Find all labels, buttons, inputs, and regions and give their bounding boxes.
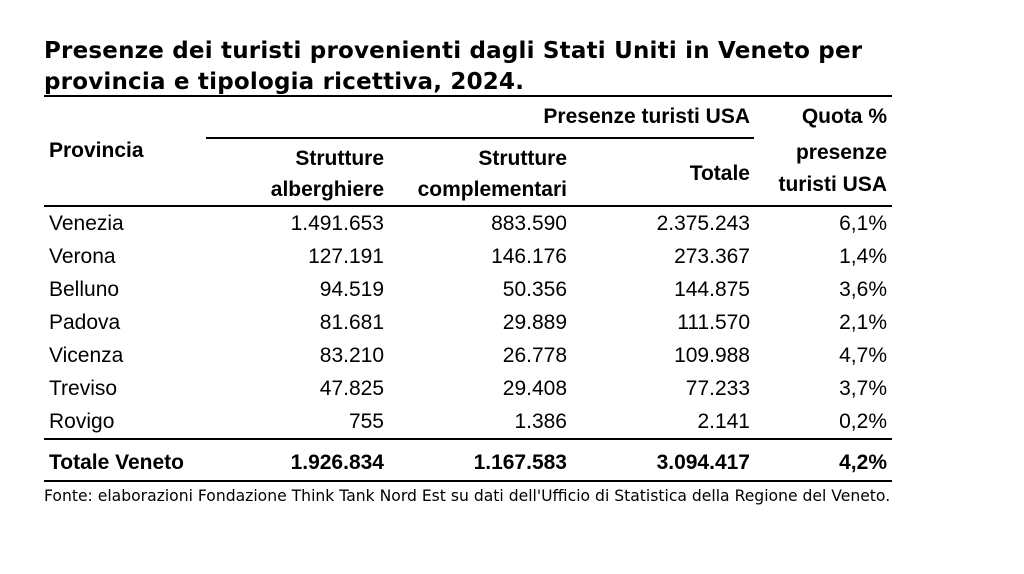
cell-totale: 144.875 bbox=[674, 278, 750, 301]
cell-provincia: Verona bbox=[49, 245, 116, 268]
cell-quota: 4,7% bbox=[839, 344, 887, 367]
cell-quota: 3,6% bbox=[839, 278, 887, 301]
header-complementari-line1: Strutture bbox=[478, 147, 567, 170]
cell-quota: 0,2% bbox=[839, 410, 887, 433]
header-bottom-rule bbox=[44, 205, 892, 207]
cell-complementari: 29.889 bbox=[502, 311, 567, 334]
total-top-rule bbox=[44, 438, 892, 440]
cell-quota: 1,4% bbox=[839, 245, 887, 268]
cell-totale: 77.233 bbox=[685, 377, 750, 400]
header-complementari-line2: complementari bbox=[417, 178, 567, 201]
cell-totale: 109.988 bbox=[674, 344, 750, 367]
cell-provincia: Vicenza bbox=[49, 344, 124, 367]
cell-alberghiere: 47.825 bbox=[319, 377, 384, 400]
cell-totale: 273.367 bbox=[674, 245, 750, 268]
total-quota: 4,2% bbox=[839, 451, 887, 474]
cell-provincia: Belluno bbox=[49, 278, 120, 301]
cell-totale: 111.570 bbox=[677, 311, 750, 334]
cell-provincia: Rovigo bbox=[49, 410, 115, 433]
header-totale: Totale bbox=[689, 162, 750, 185]
cell-alberghiere: 755 bbox=[348, 410, 384, 433]
header-quota-line1: Quota % bbox=[801, 105, 887, 128]
cell-complementari: 50.356 bbox=[502, 278, 567, 301]
header-quota-line2: presenze bbox=[795, 141, 887, 164]
group-header-rule bbox=[206, 137, 754, 139]
cell-alberghiere: 83.210 bbox=[319, 344, 384, 367]
total-alberghiere: 1.926.834 bbox=[290, 451, 384, 474]
source-note: Fonte: elaborazioni Fondazione Think Tank Nord Est su dati dell'Ufficio di Statistica della Regione del Veneto. bbox=[44, 487, 891, 505]
cell-quota: 2,1% bbox=[839, 311, 887, 334]
cell-provincia: Treviso bbox=[49, 377, 118, 400]
cell-totale: 2.141 bbox=[697, 410, 750, 433]
cell-quota: 6,1% bbox=[839, 212, 887, 235]
header-alberghiere-line1: Strutture bbox=[295, 147, 384, 170]
header-group-presenze: Presenze turisti USA bbox=[543, 105, 750, 128]
header-alberghiere-line2: alberghiere bbox=[270, 178, 384, 201]
total-complementari: 1.167.583 bbox=[473, 451, 567, 474]
cell-totale: 2.375.243 bbox=[656, 212, 750, 235]
total-provincia: Totale Veneto bbox=[49, 451, 184, 474]
cell-alberghiere: 94.519 bbox=[319, 278, 384, 301]
cell-alberghiere: 81.681 bbox=[319, 311, 384, 334]
header-quota-line3: turisti USA bbox=[778, 173, 887, 196]
cell-complementari: 146.176 bbox=[491, 245, 567, 268]
total-totale: 3.094.417 bbox=[656, 451, 750, 474]
cell-complementari: 883.590 bbox=[491, 212, 567, 235]
cell-complementari: 1.386 bbox=[514, 410, 567, 433]
total-bottom-rule bbox=[44, 480, 892, 482]
title-line-2: provincia e tipologia ricettiva, 2024. bbox=[44, 69, 525, 95]
header-provincia: Provincia bbox=[49, 139, 144, 162]
title-line-1: Presenze dei turisti provenienti dagli Stati Uniti in Veneto per bbox=[44, 38, 863, 64]
cell-complementari: 29.408 bbox=[502, 377, 567, 400]
cell-provincia: Padova bbox=[49, 311, 121, 334]
table-title bbox=[44, 36, 988, 98]
cell-complementari: 26.778 bbox=[502, 344, 567, 367]
header-top-rule bbox=[44, 95, 892, 97]
cell-quota: 3,7% bbox=[839, 377, 887, 400]
cell-alberghiere: 127.191 bbox=[308, 245, 384, 268]
cell-alberghiere: 1.491.653 bbox=[290, 212, 384, 235]
cell-provincia: Venezia bbox=[49, 212, 124, 235]
